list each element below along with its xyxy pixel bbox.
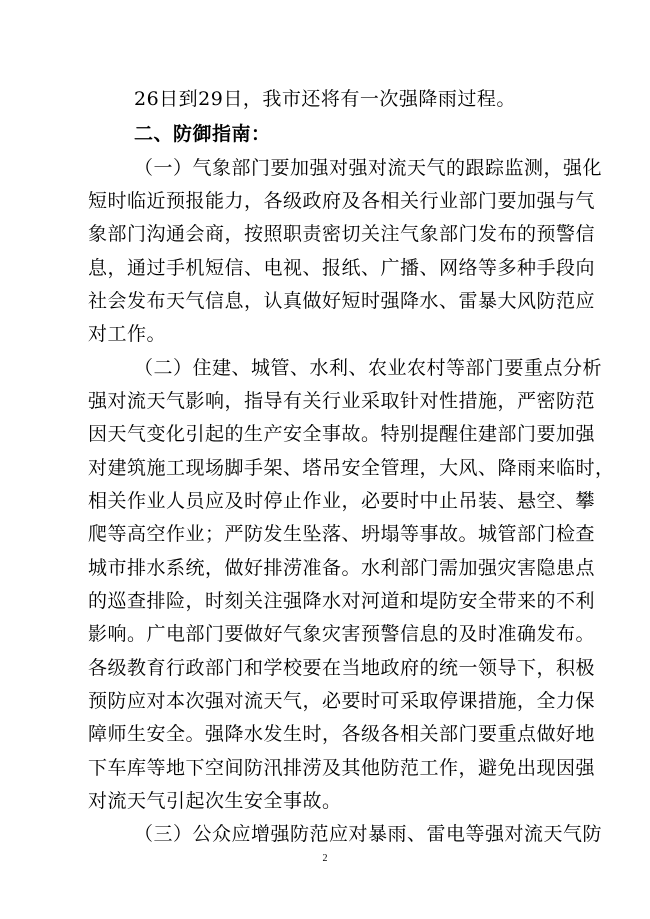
text-line: 短时临近预报能力，各级政府及各相关行业部门要加强与气	[88, 190, 596, 212]
text-line: 对建筑施工现场脚手架、塔吊安全管理，大风、降雨来临时，	[88, 457, 615, 479]
text-line: （二）住建、城管、水利、农业农村等部门要重点分析	[134, 357, 603, 379]
text-line: （三）公众应增强防范应对暴雨、雷电等强对流天气防	[134, 823, 603, 845]
text-line: 对工作。	[88, 323, 167, 345]
text-line: 相关作业人员应及时停止作业，必要时中止吊装、悬空、攀	[88, 490, 596, 512]
section-heading: 二、防御指南：	[134, 123, 271, 145]
text-line: 影响。广电部门要做好气象灾害预警信息的及时准确发布。	[88, 623, 596, 645]
text-line: 社会发布天气信息，认真做好短时强降水、雷暴大风防范应	[88, 290, 596, 312]
text-line: 城市排水系统，做好排涝准备。水利部门需加强灾害隐患点	[88, 557, 596, 579]
text-line: 26日到29日，我市还将有一次强降雨过程。	[134, 88, 516, 110]
text-line: 预防应对本次强对流天气，必要时可采取停课措施，全力保	[88, 690, 596, 712]
text-line: 息，通过手机短信、电视、报纸、广播、网络等多种手段向	[88, 257, 596, 279]
text-line: 象部门沟通会商，按照职责密切关注气象部门发布的预警信	[88, 223, 596, 245]
text-line: 爬等高空作业；严防发生坠落、坍塌等事故。城管部门检查	[88, 523, 596, 545]
text-line: 下车库等地下空间防汛排涝及其他防范工作，避免出现因强	[88, 757, 596, 779]
text-line: （一）气象部门要加强对强对流天气的跟踪监测，强化	[134, 157, 603, 179]
text-line: 强对流天气影响，指导有关行业采取针对性措施，严密防范	[88, 390, 596, 412]
text-line: 对流天气引起次生安全事故。	[88, 790, 342, 812]
text-line: 的巡查排险，时刻关注强降水对河道和堤防安全带来的不利	[88, 590, 596, 612]
text-line: 障师生安全。强降水发生时，各级各相关部门要重点做好地	[88, 723, 596, 745]
page-number: 2	[322, 853, 328, 864]
text-line: 因天气变化引起的生产安全事故。特别提醒住建部门要加强	[88, 423, 596, 445]
text-line: 各级教育行政部门和学校要在当地政府的统一领导下，积极	[88, 657, 596, 679]
